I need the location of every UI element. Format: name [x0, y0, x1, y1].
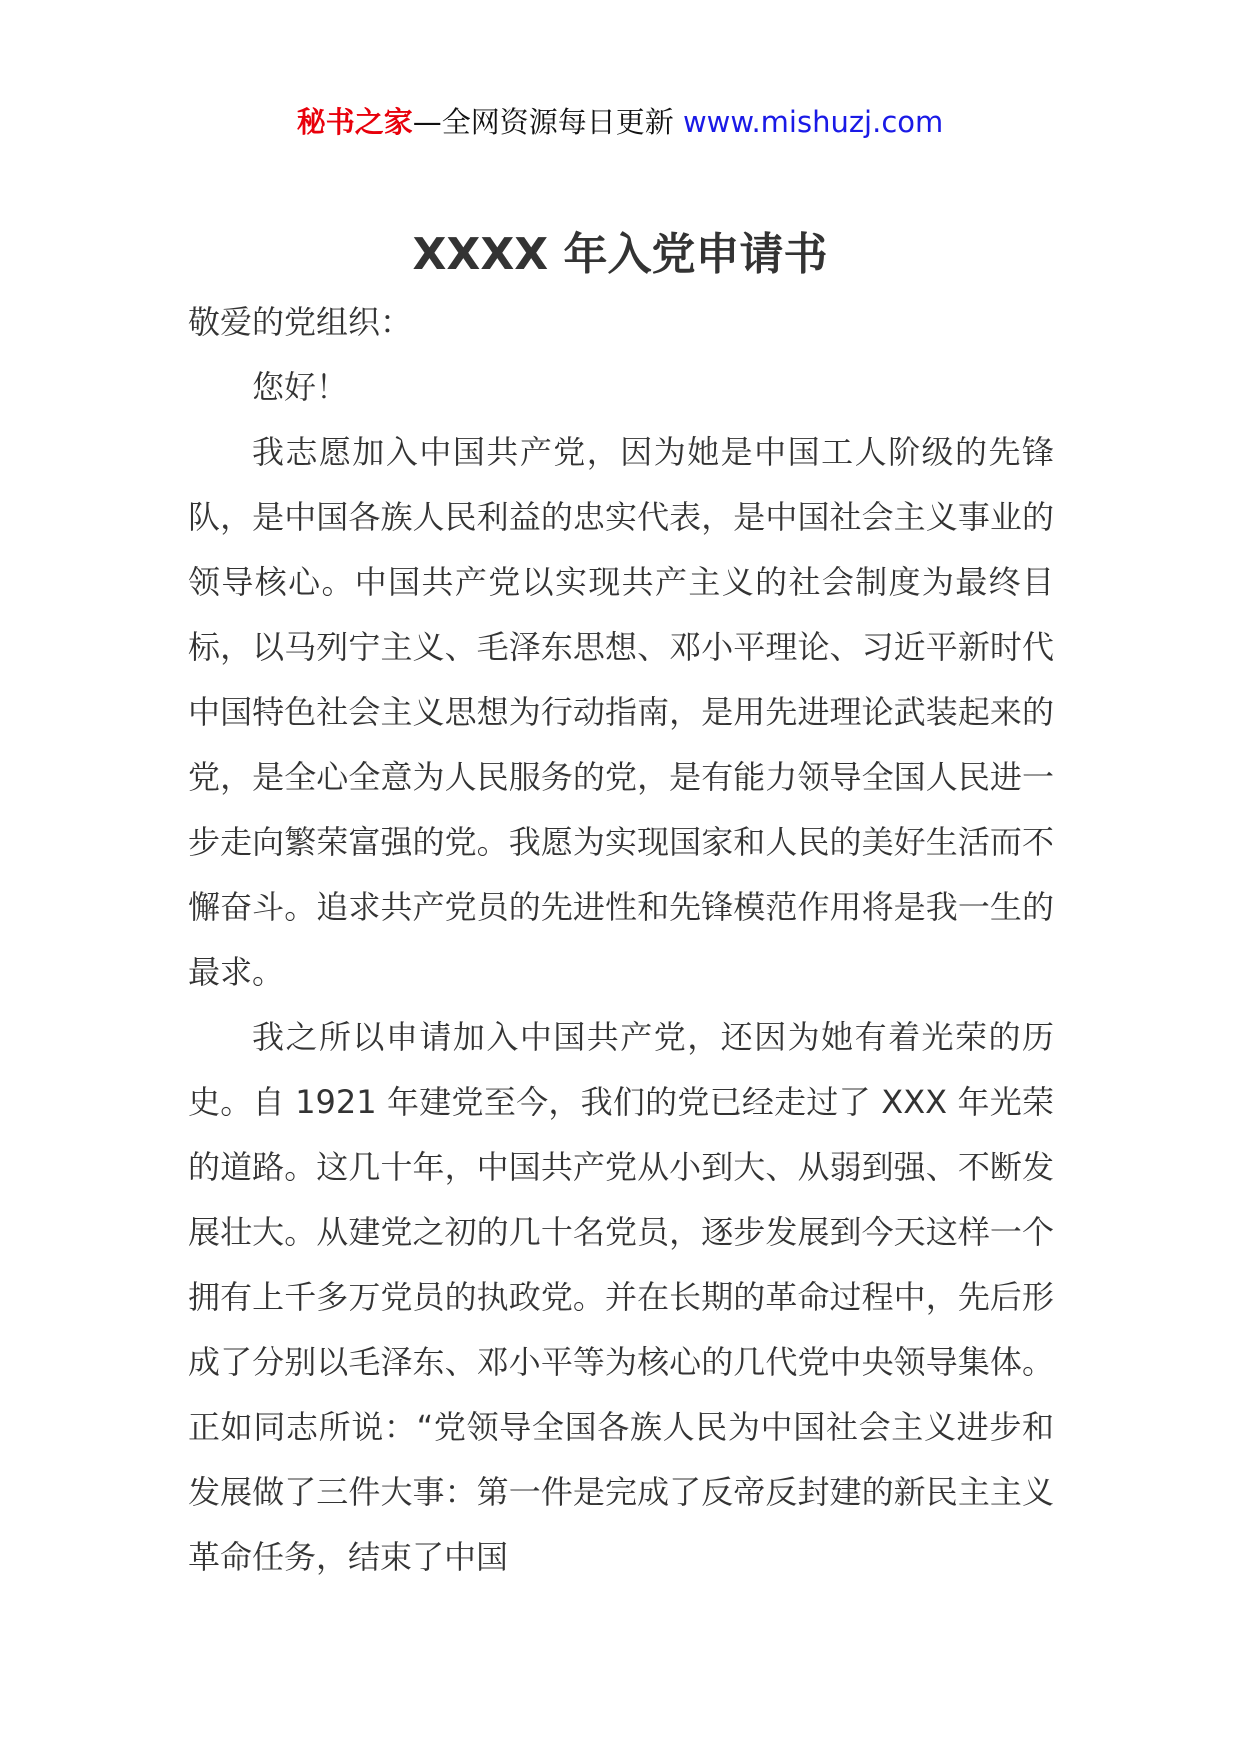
site-header [0, 102, 1240, 142]
document-body [188, 290, 1054, 1590]
brand-name: 秘书之家 [296, 105, 413, 139]
salutation: 敬爱的党组织： [188, 303, 413, 341]
body-paragraph: 我志愿加入中国共产党，因为她是中国工人阶级的先锋队，是中国各族人民利益的忠实代表，是中国社会主义事业的领导核心。中国共产党以实现共产主义的社会制度为最终目标，以马列宁主义、毛泽东思想、邓小平理论、习近平新时代中国特色社会主义思想为行动指南，是用先进理论武装起来的党，是全心全意为人民服务的党，是有能力领导全国人民进一步走向繁荣富强的党。我愿为实现国家和人民的美好生活而不懈奋斗。追求共产党员的先进性和先锋模范作用将是我一生的最求。 [188, 433, 1054, 991]
header-slogan: —全网资源每日更新 [412, 105, 674, 139]
greeting: 您好！ [252, 368, 349, 406]
site-url-link[interactable]: www.mishuzj.com [682, 105, 944, 139]
document-title: XXXX 年入党申请书 [412, 229, 828, 280]
body-paragraph: 我之所以申请加入中国共产党，还因为她有着光荣的历史。自 1921 年建党至今，我们的党已经走过了 XXX 年光荣的道路。这几十年，中国共产党从小到大、从弱到强、不断发展壮大。从建党之初的几十名党员，逐步发展到今天这样一个拥有上千多万党员的执政党。并在长期的革命过程中，先后形成了分别以毛泽东、邓小平等为核心的几代党中央领导集体。正如同志所说：“党领导全国各族人民为中国社会主义进步和发展做了三件大事：第一件是完成了反帝反封建的新民主主义革命任务，结束了中国 [188, 1018, 1054, 1576]
